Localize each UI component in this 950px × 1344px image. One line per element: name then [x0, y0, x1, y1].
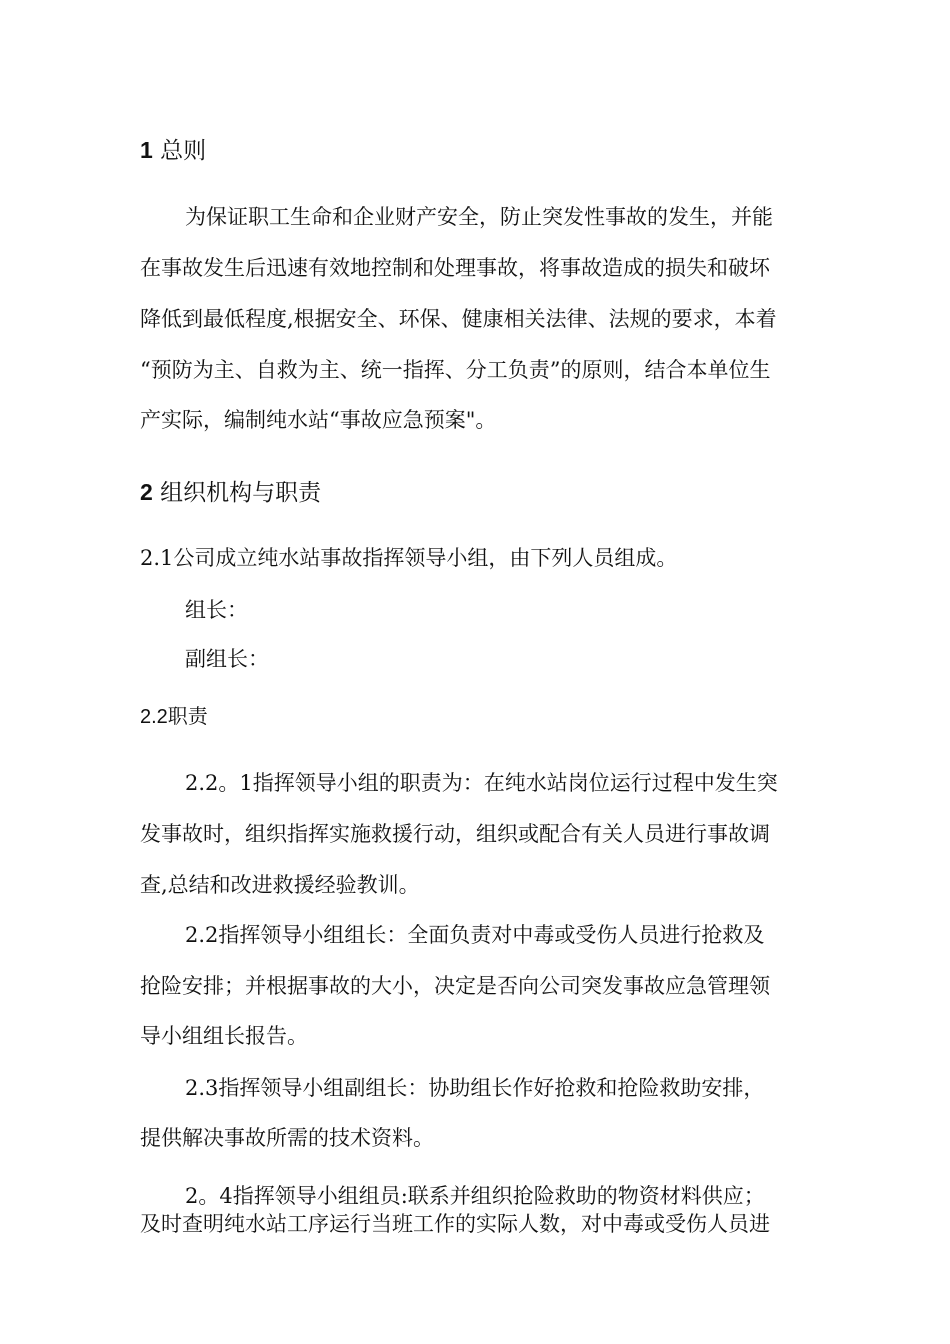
paragraph-line: 2.2。1指挥领导小组的职责为：在纯水站岗位运行过程中发生突: [185, 771, 778, 795]
paragraph-line: 在事故发生后迅速有效地控制和处理事故，将事故造成的损失和破坏: [140, 256, 770, 280]
section-number: 1: [140, 137, 153, 163]
subsection-heading: 2.2职责: [140, 706, 208, 728]
paragraph-line: 导小组组长报告。: [140, 1024, 308, 1048]
paragraph-line: 提供解决事故所需的技术资料。: [140, 1126, 434, 1150]
paragraph-line: 2.1公司成立纯水站事故指挥领导小组，由下列人员组成。: [140, 546, 678, 570]
paragraph-line: 为保证职工生命和企业财产安全，防止突发性事故的发生，并能: [185, 205, 773, 229]
paragraph-line: 2.3指挥领导小组副组长：协助组长作好抢救和抢险救助安排，: [185, 1076, 765, 1100]
section-heading-1: [140, 136, 206, 164]
paragraph-line: 2。4指挥领导小组组员:联系并组织抢险救助的物资材料供应；: [185, 1184, 765, 1208]
paragraph-line: 查,总结和改进救援经验教训。: [140, 873, 420, 897]
paragraph-line: 2.2指挥领导小组组长：全面负责对中毒或受伤人员进行抢救及: [185, 923, 765, 947]
section-title: 总则: [160, 138, 207, 164]
paragraph-line: 组长：: [185, 598, 248, 622]
section-heading-2: [140, 478, 321, 506]
section-number: 2: [140, 479, 153, 505]
paragraph-line: 降低到最低程度,根据安全、环保、健康相关法律、法规的要求，本着: [140, 307, 777, 331]
section-title: 组织机构与职责: [152, 480, 322, 506]
paragraph-line: 及时查明纯水站工序运行当班工作的实际人数，对中毒或受伤人员进: [140, 1212, 770, 1236]
paragraph-line: 抢险安排；并根据事故的大小，决定是否向公司突发事故应急管理领: [140, 974, 770, 998]
paragraph-line: “预防为主、自救为主、统一指挥、分工负责”的原则，结合本单位生: [140, 358, 771, 382]
paragraph-line: 副组长：: [185, 647, 269, 671]
paragraph-line: 产实际，编制纯水站“事故应急预案"。: [140, 408, 497, 432]
paragraph-line: 发事故时，组织指挥实施救援行动，组织或配合有关人员进行事故调: [140, 822, 770, 846]
